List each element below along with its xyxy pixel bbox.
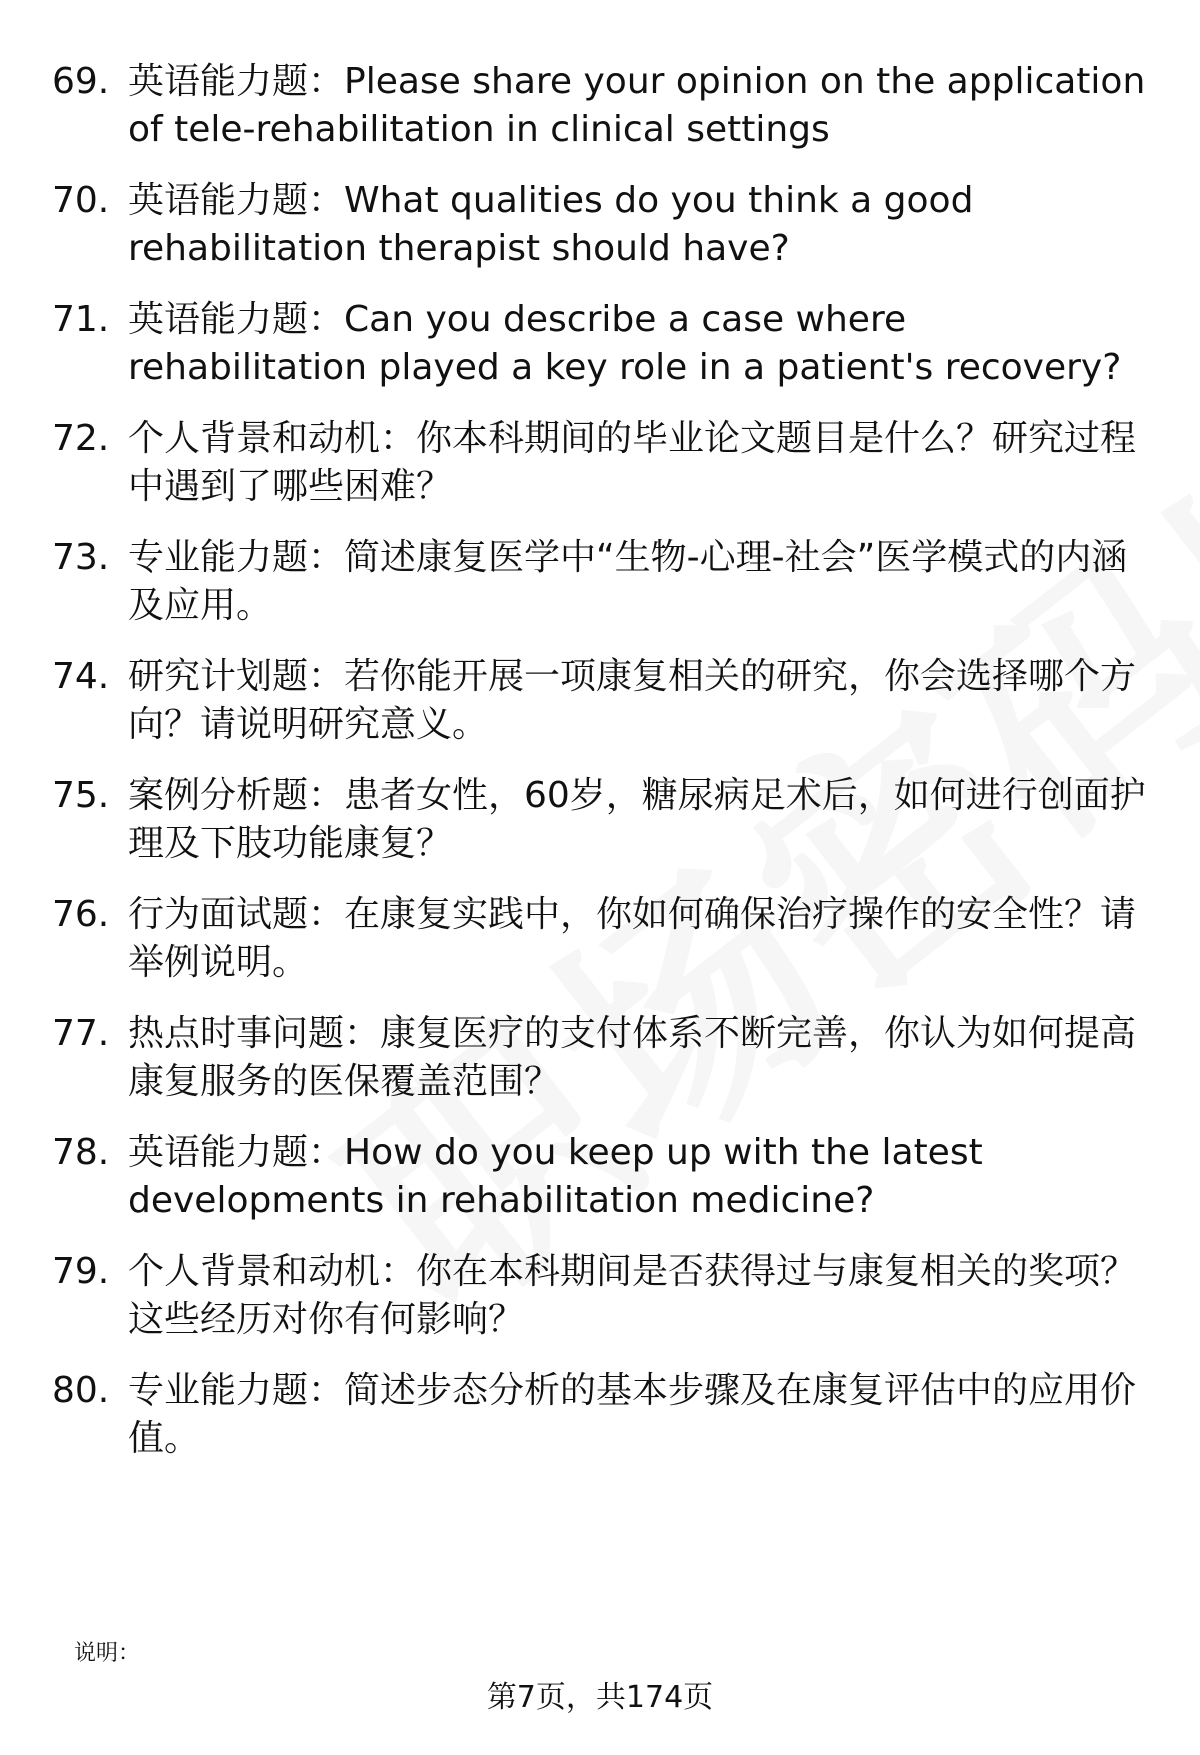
question-item (52, 891, 1172, 987)
question-number: 78. (52, 1132, 110, 1173)
question-number: 75. (52, 775, 110, 816)
question-number: 76. (52, 894, 110, 935)
question-item (52, 296, 1172, 392)
question-item (52, 1010, 1172, 1106)
question-number: 70. (52, 180, 110, 221)
question-number: 73. (52, 537, 110, 578)
question-item (52, 415, 1172, 511)
question-text: 个人背景和动机：你本科期间的毕业论文题目是什么？研究过程中遇到了哪些困难？ (128, 418, 1137, 507)
question-item (52, 58, 1172, 154)
question-number: 77. (52, 1013, 110, 1054)
question-text: 英语能力题：Please share your opinion on the application of tele-rehabilitation in clinical settings (128, 61, 1146, 150)
question-text: 英语能力题：What qualities do you think a good rehabilitation therapist should have? (128, 180, 974, 269)
question-list (52, 58, 1172, 1486)
note-label: 说明： (74, 1641, 141, 1666)
question-text: 案例分析题：患者女性，60岁，糖尿病足术后，如何进行创面护理及下肢功能康复？ (128, 775, 1146, 864)
question-item (52, 177, 1172, 273)
question-number: 72. (52, 418, 110, 459)
question-number: 69. (52, 61, 110, 102)
question-text: 专业能力题：简述康复医学中“生物-心理-社会”医学模式的内涵及应用。 (128, 537, 1128, 626)
question-item (52, 534, 1172, 630)
question-text: 研究计划题：若你能开展一项康复相关的研究，你会选择哪个方向？请说明研究意义。 (128, 656, 1137, 745)
question-text: 行为面试题：在康复实践中，你如何确保治疗操作的安全性？请举例说明。 (128, 894, 1137, 983)
question-item (52, 1248, 1172, 1344)
question-number: 74. (52, 656, 110, 697)
question-text: 热点时事问题：康复医疗的支付体系不断完善，你认为如何提高康复服务的医保覆盖范围？ (128, 1013, 1137, 1102)
question-item (52, 1129, 1172, 1225)
question-item (52, 653, 1172, 749)
page-number-footer: 第7页，共174页 (486, 1680, 714, 1715)
question-text: 个人背景和动机：你在本科期间是否获得过与康复相关的奖项？这些经历对你有何影响？ (128, 1251, 1137, 1340)
question-item (52, 772, 1172, 868)
question-text: 英语能力题：Can you describe a case where rehabilitation played a key role in a patient's recovery? (128, 299, 1122, 388)
question-text: 专业能力题：简述步态分析的基本步骤及在康复评估中的应用价值。 (128, 1370, 1137, 1459)
question-number: 79. (52, 1251, 110, 1292)
question-number: 80. (52, 1370, 110, 1411)
question-number: 71. (52, 299, 110, 340)
question-text: 英语能力题：How do you keep up with the latest developments in rehabilitation medicine? (128, 1132, 983, 1221)
question-item (52, 1367, 1172, 1463)
